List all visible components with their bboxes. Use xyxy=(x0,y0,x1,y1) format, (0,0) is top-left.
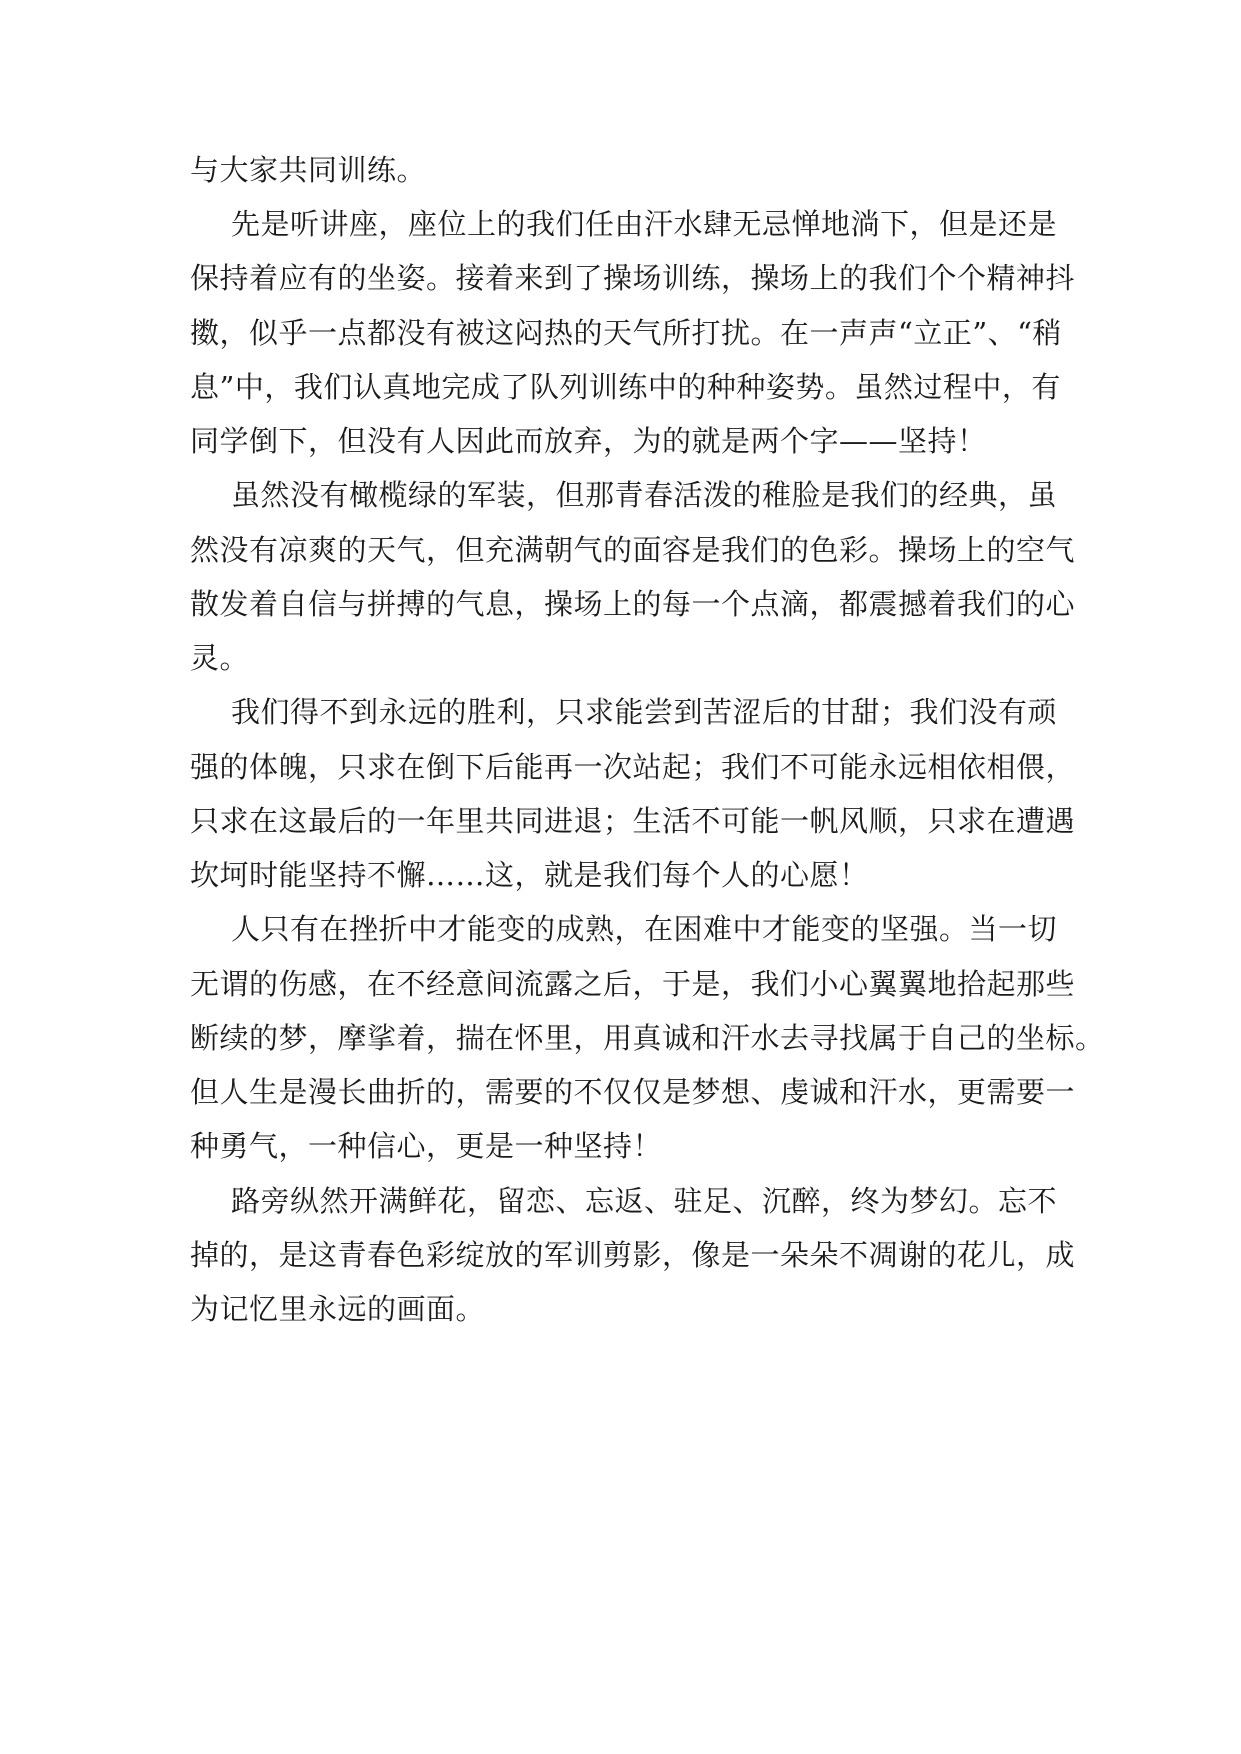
text-line: 掉的，是这青春色彩绽放的军训剪影，像是一朵朵不凋谢的花儿，成 xyxy=(190,1238,1076,1272)
text-line: 但人生是漫长曲折的，需要的不仅仅是梦想、虔诚和汗水，更需要一 xyxy=(190,1075,1076,1109)
text-line: 擞，似乎一点都没有被这闷热的天气所打扰。在一声声“立正”、“稍 xyxy=(190,316,1062,350)
text-line: 与大家共同训练。 xyxy=(190,153,427,187)
text-line: 保持着应有的坐姿。接着来到了操场训练，操场上的我们个个精神抖 xyxy=(190,261,1076,295)
paragraph-first-line: 先是听讲座，座位上的我们任由汗水肆无忌惮地淌下，但是还是 xyxy=(231,207,1058,241)
text-line: 散发着自信与拼搏的气息，操场上的每一个点滴，都震撼着我们的心 xyxy=(190,587,1076,621)
text-line: 为记忆里永远的画面。 xyxy=(190,1292,486,1326)
text-line: 无谓的伤感，在不经意间流露之后，于是，我们小心翼翼地拾起那些 xyxy=(190,967,1076,1001)
paragraph-first-line: 虽然没有橄榄绿的军装，但那青春活泼的稚脸是我们的经典，虽 xyxy=(231,478,1058,512)
text-line: 同学倒下，但没有人因此而放弃，为的就是两个字——坚持！ xyxy=(190,424,987,458)
paragraph-first-line: 人只有在挫折中才能变的成熟，在困难中才能变的坚强。当一切 xyxy=(231,912,1058,946)
paragraph-first-line: 路旁纵然开满鲜花，留恋、忘返、驻足、沉醉，终为梦幻。忘不 xyxy=(231,1184,1058,1218)
text-line: 灵。 xyxy=(190,641,250,675)
text-line: 种勇气，一种信心，更是一种坚持！ xyxy=(190,1129,663,1163)
text-line: 坎坷时能坚持不懈……这，就是我们每个人的心愿！ xyxy=(190,858,869,892)
text-line: 息”中，我们认真地完成了队列训练中的种种姿势。虽然过程中，有 xyxy=(190,370,1061,404)
text-line: 强的体魄，只求在倒下后能再一次站起；我们不可能永远相依相偎， xyxy=(190,750,1076,784)
text-line: 只求在这最后的一年里共同进退；生活不可能一帆风顺，只求在遭遇 xyxy=(190,804,1076,838)
text-line: 断续的梦，摩挲着，揣在怀里，用真诚和汗水去寻找属于自己的坐标。 xyxy=(190,1021,1105,1055)
paragraph-first-line: 我们得不到永远的胜利，只求能尝到苦涩后的甘甜；我们没有顽 xyxy=(231,695,1058,729)
text-line: 然没有凉爽的天气，但充满朝气的面容是我们的色彩。操场上的空气 xyxy=(190,533,1076,567)
